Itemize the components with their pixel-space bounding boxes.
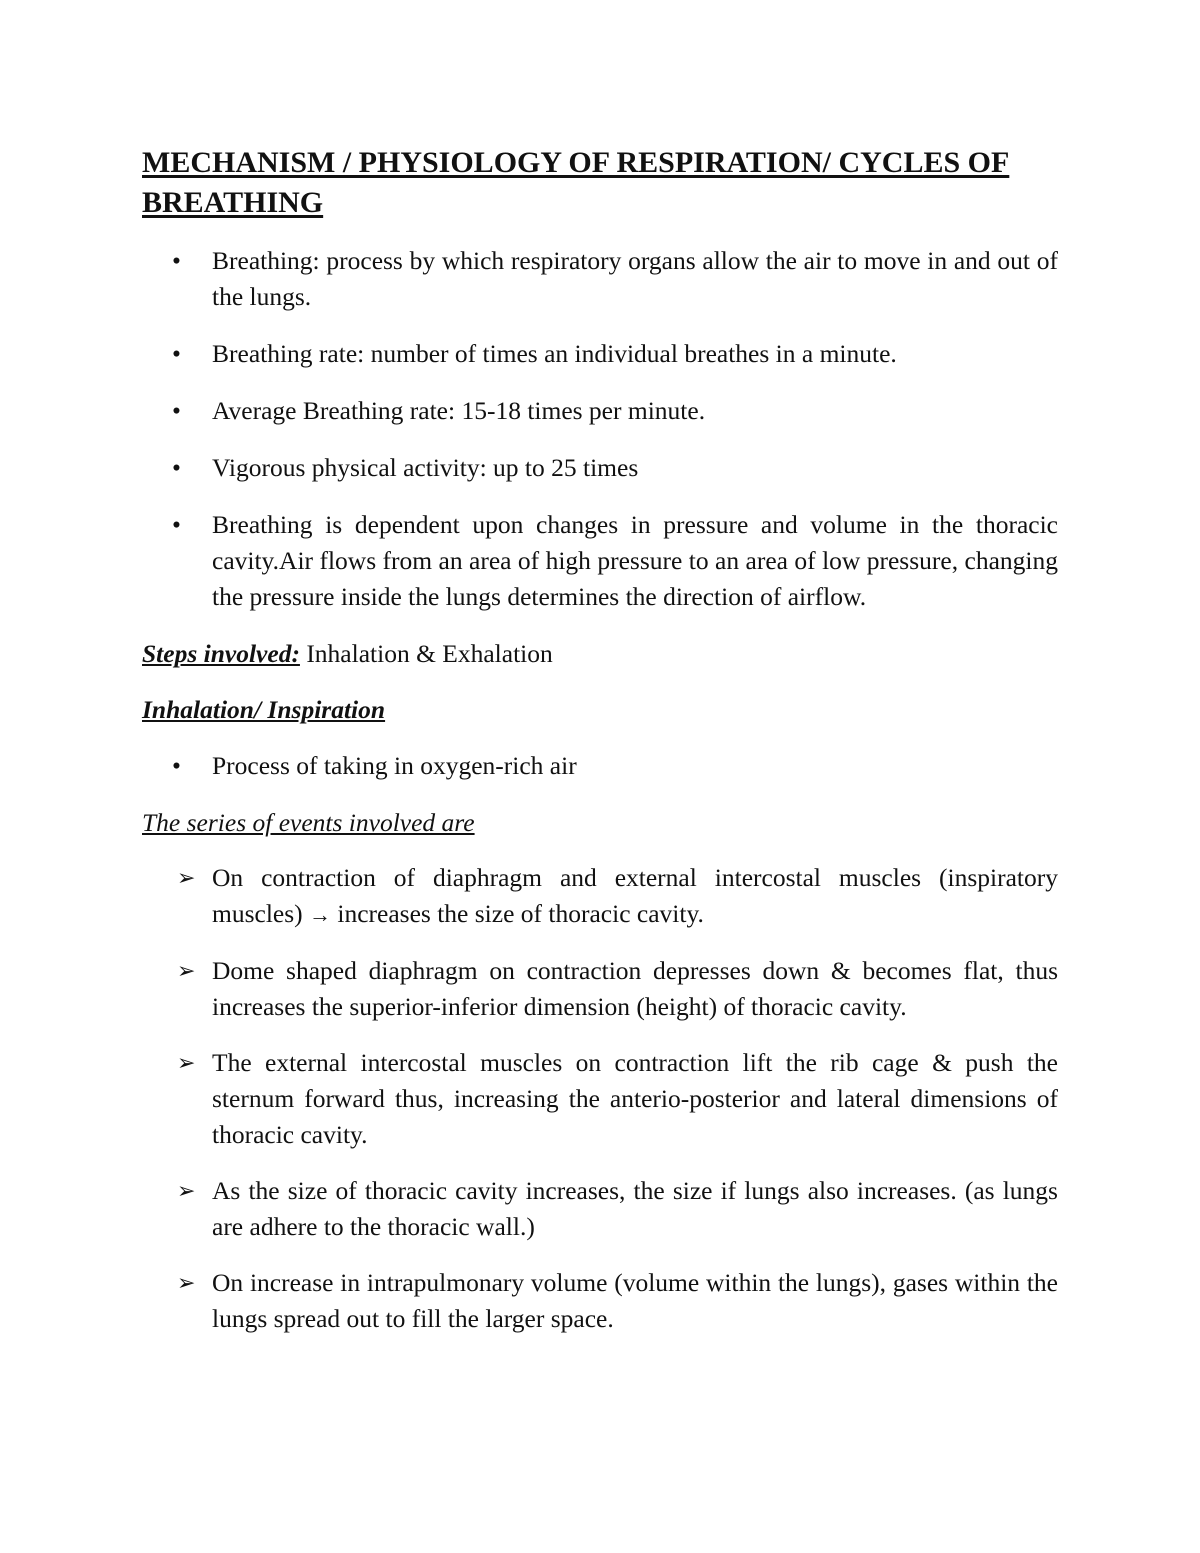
list-item: • Process of taking in oxygen-rich air [142,748,1058,784]
page-title: MECHANISM / PHYSIOLOGY OF RESPIRATION/ CYCLES OF BREATHING [142,146,1010,219]
list-item: • Vigorous physical activity: up to 25 times [142,450,1058,486]
list-item: • Average Breathing rate: 15-18 times per minute. [142,393,1058,429]
bullet-icon: • [172,510,181,539]
steps-text: Inhalation & Exhalation [299,639,553,668]
list-item: ➢ As the size of thoracic cavity increases, the size if lungs also increases. (as lungs are adhere to the thoracic wall.) [142,1173,1058,1245]
arrow-bullet-icon: ➢ [177,1050,196,1075]
list-item: ➢ On contraction of diaphragm and external intercostal muscles (inspiratory muscles) → increases the size of thoracic cavity. [142,860,1058,933]
bullet-icon: • [172,246,181,275]
arrow-bullet-icon: ➢ [177,958,196,983]
bullet-icon: • [172,396,181,425]
intro-bullet-list [142,243,1058,615]
events-arrow-list [142,860,1058,1337]
list-item: ➢ Dome shaped diaphragm on contraction depresses down & becomes flat, thus increases the superior-inferior dimension (height) of thoracic cavity. [142,953,1058,1025]
steps-involved-line [142,636,1058,672]
bullet-icon: • [172,453,181,482]
events-heading: The series of events involved are [142,808,475,837]
right-arrow-icon: → [309,902,332,927]
bullet-icon: • [172,339,181,368]
arrow-bullet-icon: ➢ [177,865,196,890]
bullet-icon: • [172,751,181,780]
inhalation-heading: Inhalation/ Inspiration [142,695,386,724]
list-item: ➢ The external intercostal muscles on contraction lift the rib cage & push the sternum forward thus, increasing the anterio-posterior and lateral dimensions of thoracic cavity. [142,1045,1058,1153]
document-content [142,143,1058,1357]
list-item: ➢ On increase in intrapulmonary volume (volume within the lungs), gases within the lungs spread out to fill the larger space. [142,1265,1058,1337]
inhalation-bullet-list [142,748,1058,784]
list-item: • Breathing: process by which respiratory organs allow the air to move in and out of the lungs. [142,243,1058,315]
arrow-bullet-icon: ➢ [177,1178,196,1203]
list-item: • Breathing rate: number of times an individual breathes in a minute. [142,336,1058,372]
arrow-bullet-icon: ➢ [177,1270,196,1295]
steps-label: Steps involved: [142,639,300,668]
list-item: • Breathing is dependent upon changes in pressure and volume in the thoracic cavity.Air flows from an area of high pressure to an area of low pressure, changing the pressure inside the lungs determines the direction of airflow. [142,507,1058,615]
